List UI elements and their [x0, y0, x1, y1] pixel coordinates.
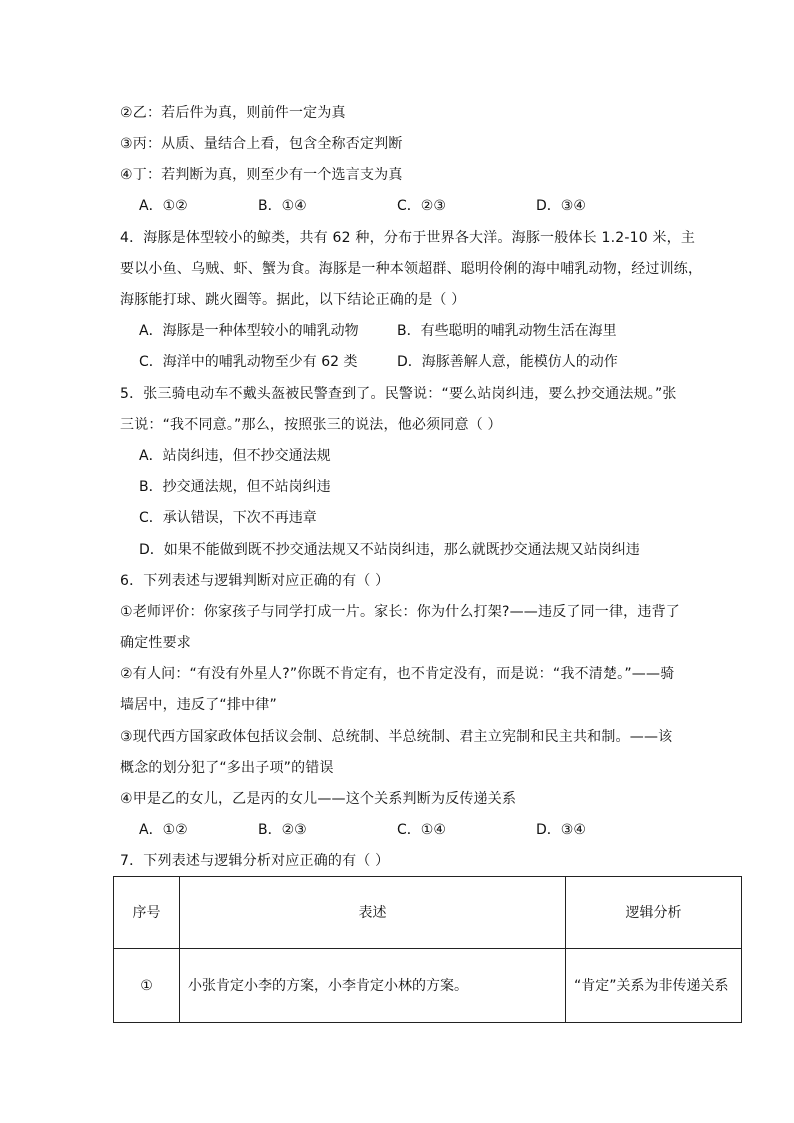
header-analysis: 逻辑分析: [566, 877, 742, 949]
q6-item-3-line-2: 概念的划分犯了“多出子项”的错误: [120, 760, 334, 776]
q7-stem: 7．下列表述与逻辑分析对应正确的有（ ）: [120, 853, 390, 869]
q6-item-1-line-1: ①老师评价：你家孩子与同学打成一片。家长：你为什么打架?——违反了同一律，违背了: [120, 604, 680, 620]
q4-stem-line-3: 海豚能打球、跳火圈等。据此，以下结论正确的是（ ）: [120, 292, 466, 308]
q4-option-b: B．有些聪明的哺乳动物生活在海里: [397, 323, 617, 339]
q6-option-a: A．①②: [139, 822, 188, 838]
q4-stem-line-1: 4．海豚是体型较小的鲸类，共有 62 种，分布于世界各大洋。海豚一般体长 1.2-10 米，主: [120, 230, 696, 246]
q3-option-c: C．②③: [397, 198, 446, 214]
q6-option-d: D．③④: [536, 822, 586, 838]
q5-stem-line-2: 三说：“我不同意。”那么，按照张三的说法，他必须同意（ ）: [120, 417, 502, 433]
q6-item-3-line-1: ③现代西方国家政体包括议会制、总统制、半总统制、君主立宪制和民主共和制。——该: [120, 729, 673, 745]
q5-option-b: B．抄交通法规，但不站岗纠违: [139, 479, 331, 495]
q5-stem-line-1: 5．张三骑电动车不戴头盔被民警查到了。民警说：“要么站岗纠违，要么抄交通法规。”张: [120, 386, 677, 402]
q6-item-4: ④甲是乙的女儿，乙是丙的女儿——这个关系判断为反传递关系: [120, 791, 517, 807]
q5-option-c: C．承认错误，下次不再违章: [139, 510, 317, 526]
q3-option-b: B．①④: [258, 198, 307, 214]
q3-item-4: ④丁：若判断为真，则至少有一个选言支为真: [120, 167, 403, 183]
row-index: ①: [114, 949, 180, 1023]
row-statement: 小张肯定小李的方案，小李肯定小林的方案。: [180, 949, 566, 1023]
q6-option-b: B．②③: [258, 822, 307, 838]
q6-stem: 6．下列表述与逻辑判断对应正确的有（ ）: [120, 573, 390, 589]
q6-item-2-line-2: 墙居中，违反了“排中律”: [120, 697, 277, 713]
row-analysis: “肯定”关系为非传递关系: [566, 949, 742, 1023]
q6-item-2-line-1: ②有人问：“有没有外星人?”你既不肯定有，也不肯定没有，而是说：“我不清楚。”——骑: [120, 666, 675, 682]
q4-stem-line-2: 要以小鱼、乌贼、虾、蟹为食。海豚是一种本领超群、聪明伶俐的海中哺乳动物，经过训练，: [120, 261, 703, 277]
q5-option-a: A．站岗纠违，但不抄交通法规: [139, 448, 331, 464]
q7-table: [113, 876, 742, 1023]
q3-item-2: ②乙：若后件为真，则前件一定为真: [120, 105, 346, 121]
q4-option-d: D．海豚善解人意，能模仿人的动作: [397, 354, 618, 370]
q3-option-d: D．③④: [536, 198, 586, 214]
header-index: 序号: [114, 877, 180, 949]
table-row: [114, 949, 742, 1023]
table-header-row: [114, 877, 742, 949]
q6-option-c: C．①④: [397, 822, 446, 838]
q5-option-d: D．如果不能做到既不抄交通法规又不站岗纠违，那么就既抄交通法规又站岗纠违: [139, 542, 640, 558]
q3-item-3: ③丙：从质、量结合上看，包含全称否定判断: [120, 136, 403, 152]
header-statement: 表述: [180, 877, 566, 949]
q4-option-c: C．海洋中的哺乳动物至少有 62 类: [139, 354, 358, 370]
q6-item-1-line-2: 确定性要求: [120, 635, 191, 651]
q4-option-a: A．海豚是一种体型较小的哺乳动物: [139, 323, 359, 339]
q3-option-a: A．①②: [139, 198, 188, 214]
